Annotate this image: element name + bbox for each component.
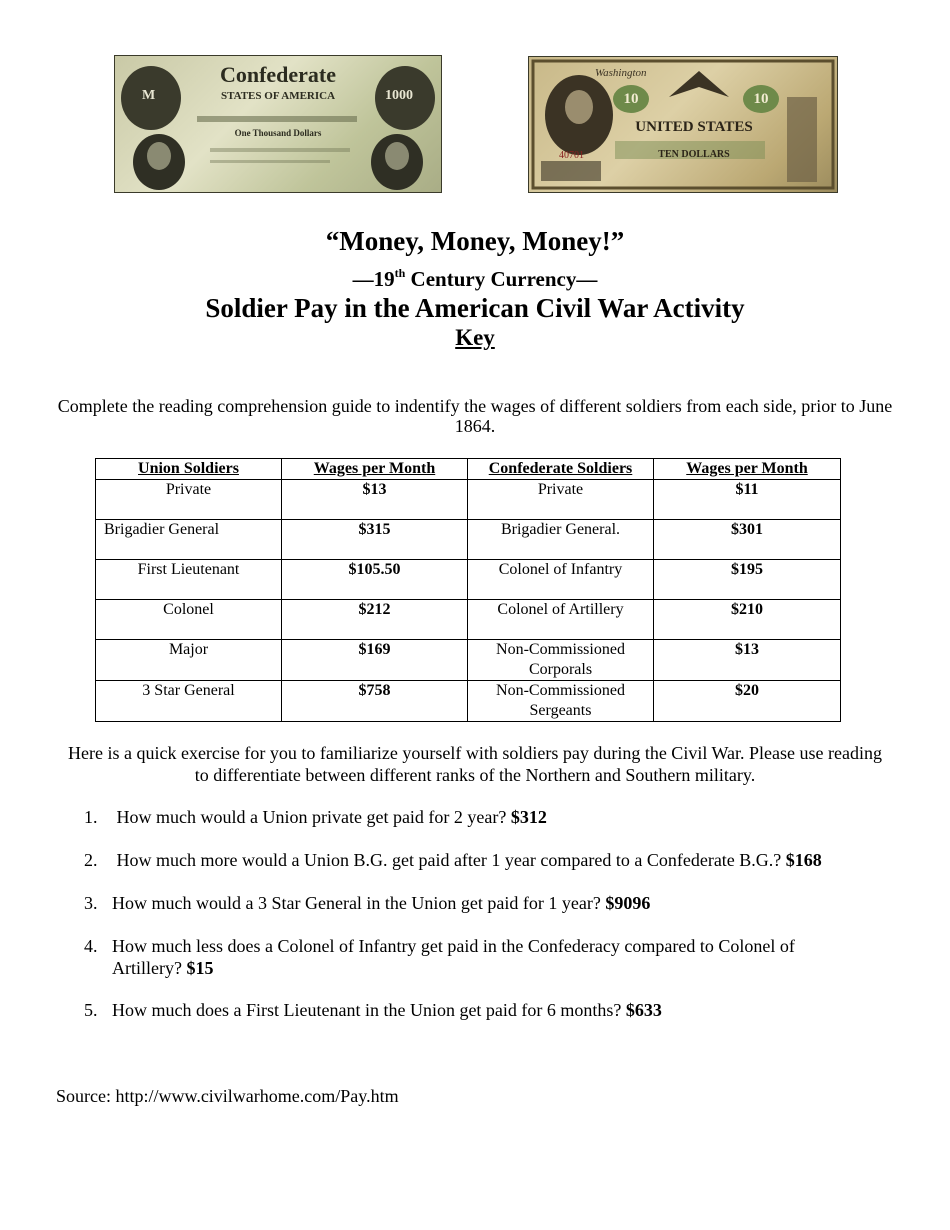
- union-wage: $758: [282, 681, 468, 722]
- question-number: 3.: [84, 893, 98, 913]
- confederate-rank: Brigadier General.: [468, 520, 654, 560]
- question-text: How much less does a Colonel of Infantry get paid in the Confederacy compared to Colonel of: [112, 936, 795, 956]
- union-wage: $315: [282, 520, 468, 560]
- banknote-subtitle: STATES OF AMERICA: [220, 90, 336, 102]
- activity-title: Soldier Pay in the American Civil War Activity: [205, 293, 745, 323]
- table-row: [96, 600, 841, 640]
- subtitle-suffix: Century Currency—: [405, 267, 598, 291]
- banknote-denomination-left: 10: [623, 91, 639, 107]
- union-rank: Colonel: [96, 600, 282, 640]
- exercise-paragraph: Here is a quick exercise for you to familiarize yourself with soldiers pay during the Civil War. Please use reading to differentiate between different ranks of the Northern and Southern military.: [68, 743, 882, 785]
- table-row: [96, 560, 841, 600]
- subtitle-prefix: —19: [352, 267, 395, 291]
- confederate-wage: $301: [654, 520, 841, 560]
- question-text: How much would a 3 Star General in the Union get paid for 1 year?: [112, 893, 606, 913]
- question-text-continued: Artillery?: [112, 958, 187, 978]
- question-number: 5.: [84, 1000, 98, 1020]
- table-row: [96, 480, 841, 520]
- union-rank: First Lieutenant: [96, 560, 282, 600]
- confederate-rank: Colonel of Infantry: [468, 560, 654, 600]
- banknote-corner: M: [142, 88, 156, 103]
- confederate-wage: $210: [654, 600, 841, 640]
- confederate-rank: Colonel of Artillery: [468, 600, 654, 640]
- source-citation: Source: http://www.civilwarhome.com/Pay.htm: [56, 1086, 399, 1106]
- table-row: [96, 681, 841, 722]
- question-continuation: [84, 957, 844, 979]
- table-header-row: [96, 459, 841, 480]
- question-item: [84, 806, 844, 828]
- banknote-place: Washington: [595, 67, 647, 79]
- question-item: [84, 999, 844, 1021]
- question-answer: $15: [186, 958, 214, 978]
- confederate-rank: Private: [468, 480, 654, 520]
- union-wage: $169: [282, 640, 468, 681]
- banknote-text: One Thousand Dollars: [234, 128, 322, 138]
- confederate-wage: $195: [654, 560, 841, 600]
- header-union-soldiers: Union Soldiers: [96, 459, 282, 480]
- union-wage: $212: [282, 600, 468, 640]
- confederate-banknote-image: [114, 55, 442, 193]
- question-answer: $312: [510, 807, 547, 827]
- question-text: How much would a Union private get paid for 2 year?: [112, 807, 511, 827]
- question-number: 1.: [84, 807, 98, 827]
- table-row: [96, 640, 841, 681]
- question-answer: $9096: [605, 893, 651, 913]
- header-confederate-soldiers: Confederate Soldiers: [468, 459, 654, 480]
- union-rank: Major: [96, 640, 282, 681]
- banknote-title: Confederate: [219, 62, 337, 87]
- question-answer: $633: [625, 1000, 662, 1020]
- header-union-wages: Wages per Month: [282, 459, 468, 480]
- question-text: How much does a First Lieutenant in the Union get paid for 6 months?: [112, 1000, 626, 1020]
- question-answer: $168: [785, 850, 822, 870]
- header-confederate-wages: Wages per Month: [654, 459, 841, 480]
- question-item: [84, 892, 844, 914]
- intro-paragraph: Complete the reading comprehension guide to indentify the wages of different soldiers from each side, prior to June 1864.: [57, 396, 893, 436]
- key-heading: Key: [455, 325, 495, 350]
- union-wage: $13: [282, 480, 468, 520]
- union-rank: 3 Star General: [96, 681, 282, 722]
- page-title: “Money, Money, Money!”: [325, 226, 625, 256]
- confederate-rank: Non-Commissioned Sergeants: [468, 681, 654, 722]
- union-banknote-image: [528, 56, 838, 193]
- table-row: [96, 520, 841, 560]
- banknote-denomination-right: 10: [753, 91, 769, 107]
- banknote-denomination: 1000: [385, 88, 413, 103]
- banknote-serial: 40701: [559, 150, 584, 161]
- page-subtitle: [0, 266, 950, 292]
- banknote-text: TEN DOLLARS: [658, 149, 730, 160]
- question-item: [84, 935, 844, 979]
- pay-table: [95, 458, 841, 722]
- subtitle-superscript: th: [394, 266, 406, 280]
- confederate-wage: $20: [654, 681, 841, 722]
- question-number: 2.: [84, 850, 98, 870]
- confederate-rank: Non-Commissioned Corporals: [468, 640, 654, 681]
- banknote-title: UNITED STATES: [635, 119, 753, 135]
- union-rank: Brigadier General: [96, 520, 282, 560]
- union-wage: $105.50: [282, 560, 468, 600]
- question-number: 4.: [84, 936, 98, 956]
- confederate-wage: $11: [654, 480, 841, 520]
- question-item: [84, 849, 844, 871]
- confederate-wage: $13: [654, 640, 841, 681]
- question-text: How much more would a Union B.G. get paid after 1 year compared to a Confederate B.G.?: [112, 850, 786, 870]
- union-rank: Private: [96, 480, 282, 520]
